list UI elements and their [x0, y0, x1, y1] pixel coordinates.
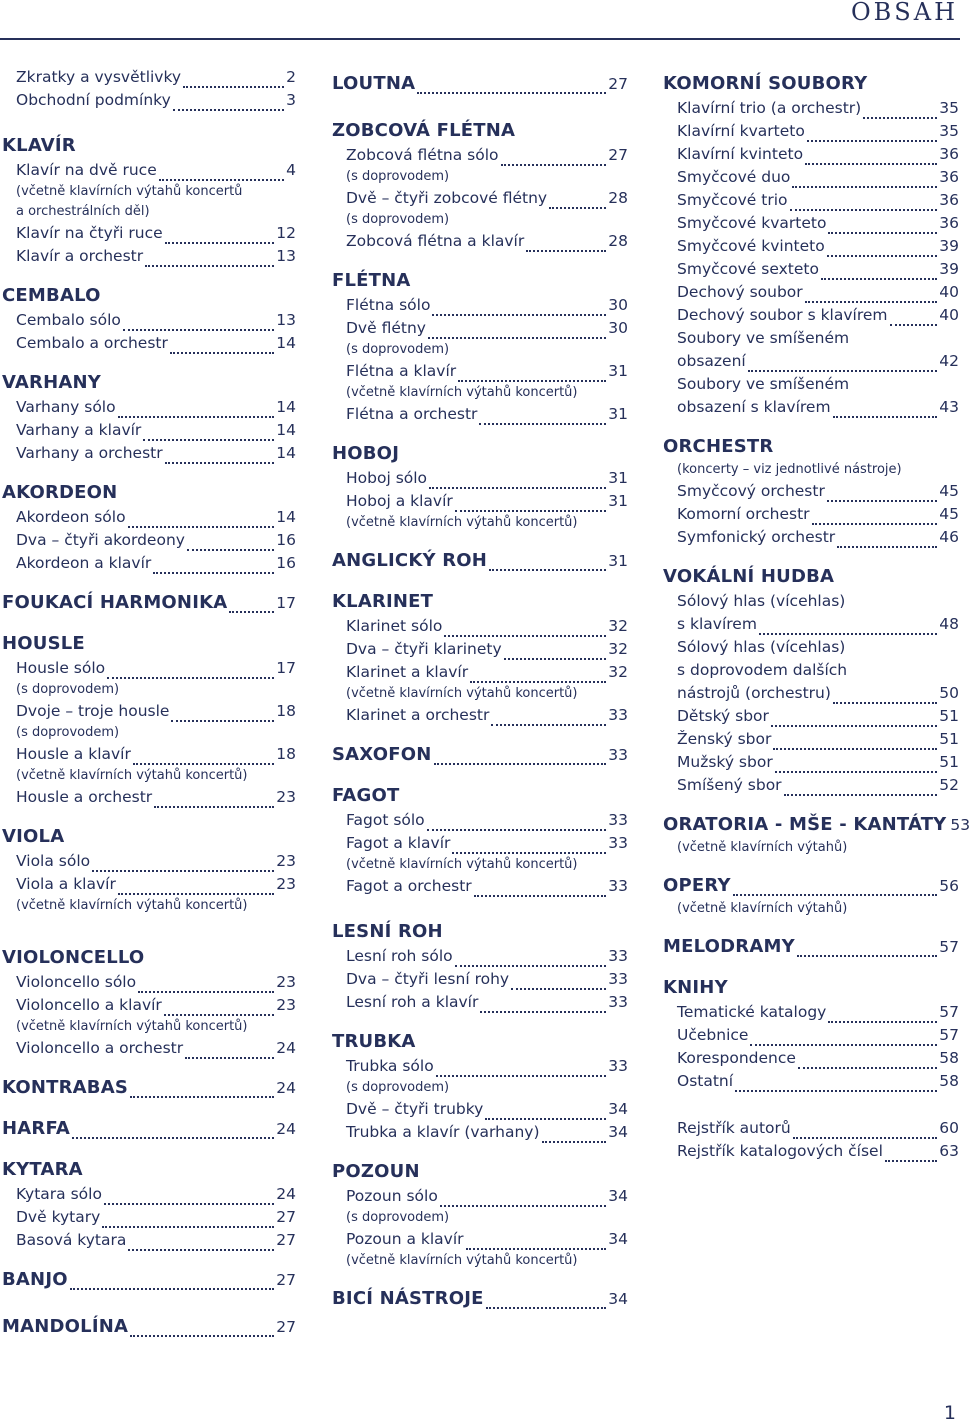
toc-entry[interactable]: Viola sólo 23	[16, 852, 296, 870]
toc-entry[interactable]: Rejstřík autorů 60	[677, 1119, 959, 1137]
section-heading-housle[interactable]: HOUSLE	[2, 633, 85, 654]
section-heading-varhany[interactable]: VARHANY	[2, 372, 101, 393]
toc-note: (včetně klavírních výtahů koncertů)	[16, 898, 248, 913]
toc-entry[interactable]: Violoncello a orchestr 24	[16, 1039, 296, 1057]
toc-entry[interactable]: Violoncello sólo 23	[16, 973, 296, 991]
section-heading-melodramy[interactable]: MELODRAMY 57	[663, 936, 959, 957]
toc-entry[interactable]: Trubka sólo 33	[346, 1057, 628, 1075]
toc-entry[interactable]: Klavírní trio (a orchestr) 35	[677, 99, 959, 117]
toc-entry[interactable]: Smyčcový orchestr 45	[677, 482, 959, 500]
toc-entry-line[interactable]: Sólový hlas (vícehlas)	[677, 592, 846, 610]
toc-entry[interactable]: Smyčcové kvarteto 36	[677, 214, 959, 232]
section-heading-vokalni-hudba[interactable]: VOKÁLNÍ HUDBA	[663, 566, 835, 587]
toc-entry[interactable]: obsazení 42	[677, 352, 959, 370]
section-heading-fletna[interactable]: FLÉTNA	[332, 270, 411, 291]
toc-column-2	[332, 66, 628, 1312]
section-heading-hoboj[interactable]: HOBOJ	[332, 443, 400, 464]
toc-note: (včetně klavírních výtahů)	[677, 840, 848, 855]
toc-entry-line[interactable]: Sólový hlas (vícehlas)	[677, 638, 846, 656]
toc-entry[interactable]: Klavír na dvě ruce 4	[16, 161, 296, 179]
section-heading-mandolina[interactable]: MANDOLÍNA 27	[2, 1316, 296, 1337]
toc-entry[interactable]: Rejstřík katalogových čísel 63	[677, 1142, 959, 1160]
section-heading-zobcova-fletna[interactable]: ZOBCOVÁ FLÉTNA	[332, 120, 516, 141]
toc-note: (včetně klavírních výtahů koncertů)	[346, 515, 578, 530]
toc-entry[interactable]: Housle a orchestr 23	[16, 788, 296, 806]
toc-note: (s doprovodem)	[16, 725, 120, 740]
toc-entry[interactable]: Korespondence 58	[677, 1049, 959, 1067]
toc-entry[interactable]: Lesní roh a klavír 33	[346, 993, 628, 1011]
toc-entry[interactable]: Zobcová flétna sólo 27	[346, 146, 628, 164]
toc-entry[interactable]: Smíšený sbor 52	[677, 776, 959, 794]
page-title: OBSAH	[850, 0, 958, 26]
toc-note: (včetně klavírních výtahů koncertů)	[346, 857, 578, 872]
toc-entry[interactable]: Dechový soubor 40	[677, 283, 959, 301]
section-heading-foukaci-harmonika[interactable]: FOUKACÍ HARMONIKA 17	[2, 592, 296, 613]
toc-entry[interactable]: Flétna a orchestr 31	[346, 405, 628, 423]
toc-entry[interactable]: Ženský sbor 51	[677, 730, 959, 748]
toc-column-3	[663, 66, 970, 1163]
toc-entry[interactable]: Akordeon a klavír 16	[16, 554, 296, 572]
toc-entry[interactable]: Symfonický orchestr 46	[677, 528, 959, 546]
toc-entry[interactable]: Klarinet a klavír 32	[346, 663, 628, 681]
toc-entry[interactable]: Housle a klavír 18	[16, 745, 296, 763]
toc-entry[interactable]: Dechový soubor s klavírem 40	[677, 306, 959, 324]
toc-entry[interactable]: Smyčcové kvinteto 39	[677, 237, 959, 255]
toc-entry-line[interactable]: Soubory ve smíšeném	[677, 329, 850, 347]
toc-note: (koncerty – viz jednotlivé nástroje)	[677, 462, 902, 477]
section-heading-anglicky-roh[interactable]: ANGLICKÝ ROH 31	[332, 550, 628, 571]
section-heading-kytara[interactable]: KYTARA	[2, 1159, 83, 1180]
toc-entry[interactable]: Klarinet a orchestr 33	[346, 706, 628, 724]
header-rule	[0, 38, 960, 40]
toc-note: (s doprovodem)	[346, 212, 450, 227]
section-heading-lesni-roh[interactable]: LESNÍ ROH	[332, 921, 443, 942]
toc-entry[interactable]: Pozoun a klavír 34	[346, 1230, 628, 1248]
toc-entry[interactable]: Klavírní kvarteto 35	[677, 122, 959, 140]
toc-note: (včetně klavírních výtahů koncertů)	[16, 1019, 248, 1034]
toc-entry[interactable]: Dětský sbor 51	[677, 707, 959, 725]
toc-note: (včetně klavírních výtahů koncertů)	[16, 768, 248, 783]
toc-note: (včetně klavírních výtahů koncertů	[16, 184, 243, 199]
toc-entry[interactable]: Komorní orchestr 45	[677, 505, 959, 523]
toc-column-1	[2, 66, 296, 1340]
toc-entry[interactable]: Dva – čtyři klarinety 32	[346, 640, 628, 658]
section-heading-akordeon[interactable]: AKORDEON	[2, 482, 118, 503]
section-heading-opery[interactable]: OPERY 56	[663, 875, 959, 896]
toc-note: (s doprovodem)	[346, 342, 450, 357]
toc-entry[interactable]: Smyčcové sexteto 39	[677, 260, 959, 278]
toc-entry[interactable]: Dva – čtyři lesní rohy 33	[346, 970, 628, 988]
toc-entry[interactable]: Varhany sólo 14	[16, 398, 296, 416]
section-heading-viola[interactable]: VIOLA	[2, 826, 65, 847]
toc-entry[interactable]: obsazení s klavírem 43	[677, 398, 959, 416]
toc-entry[interactable]: Dvoje – troje housle 18	[16, 702, 296, 720]
toc-entry[interactable]: Mužský sbor 51	[677, 753, 959, 771]
section-heading-trubka[interactable]: TRUBKA	[332, 1031, 416, 1052]
toc-note: (s doprovodem)	[16, 682, 120, 697]
toc-entry[interactable]: Dvě – čtyři trubky 34	[346, 1100, 628, 1118]
toc-note: (včetně klavírních výtahů koncertů)	[346, 686, 578, 701]
toc-entry[interactable]: nástrojů (orchestru) 50	[677, 684, 959, 702]
toc-entry[interactable]: Basová kytara 27	[16, 1231, 296, 1249]
toc-note: (s doprovodem)	[346, 169, 450, 184]
section-heading-harfa[interactable]: HARFA 24	[2, 1118, 296, 1139]
toc-entry[interactable]: Flétna a klavír 31	[346, 362, 628, 380]
toc-note: (včetně klavírních výtahů koncertů)	[346, 1253, 578, 1268]
section-heading-saxofon[interactable]: SAXOFON 33	[332, 744, 628, 765]
toc-entry[interactable]: Obchodní podmínky 3	[16, 91, 296, 109]
toc-entry[interactable]: Viola a klavír 23	[16, 875, 296, 893]
toc-note: (včetně klavírních výtahů)	[677, 901, 848, 916]
section-heading-klarinet[interactable]: KLARINET	[332, 591, 434, 612]
toc-note: (s doprovodem)	[346, 1210, 450, 1225]
toc-entry[interactable]: Flétna sólo 30	[346, 296, 628, 314]
toc-note: (včetně klavírních výtahů koncertů)	[346, 385, 578, 400]
toc-entry[interactable]: Klavír a orchestr 13	[16, 247, 296, 265]
toc-entry[interactable]: Lesní roh sólo 33	[346, 947, 628, 965]
toc-entry[interactable]: Akordeon sólo 14	[16, 508, 296, 526]
toc-entry[interactable]: Violoncello a klavír 23	[16, 996, 296, 1014]
toc-entry[interactable]: Kytara sólo 24	[16, 1185, 296, 1203]
toc-entry[interactable]: Dva – čtyři akordeony 16	[16, 531, 296, 549]
toc-entry[interactable]: Učebnice 57	[677, 1026, 959, 1044]
toc-entry[interactable]: Varhany a orchestr 14	[16, 444, 296, 462]
toc-entry-line[interactable]: s doprovodem dalších	[677, 661, 848, 679]
toc-entry[interactable]: Zobcová flétna a klavír 28	[346, 232, 628, 250]
section-heading-orchestr[interactable]: ORCHESTR	[663, 436, 774, 457]
toc-note: (s doprovodem)	[346, 1080, 450, 1095]
section-heading-kontrabas[interactable]: KONTRABAS 24	[2, 1077, 296, 1098]
toc-entry[interactable]: Klavír na čtyři ruce 12	[16, 224, 296, 242]
section-heading-banjo[interactable]: BANJO 27	[2, 1269, 296, 1290]
toc-entry[interactable]: Trubka a klavír (varhany) 34	[346, 1123, 628, 1141]
toc-entry[interactable]: Pozoun sólo 34	[346, 1187, 628, 1205]
section-heading-komorni-soubory[interactable]: KOMORNÍ SOUBORY	[663, 73, 868, 94]
section-heading-klavir[interactable]: KLAVÍR	[2, 135, 76, 156]
page-number: 1	[943, 1402, 956, 1424]
toc-entry[interactable]: Klavírní kvinteto 36	[677, 145, 959, 163]
toc-entry[interactable]: Klarinet sólo 32	[346, 617, 628, 635]
toc-entry[interactable]: Fagot a orchestr 33	[346, 877, 628, 895]
toc-entry[interactable]: Hoboj a klavír 31	[346, 492, 628, 510]
toc-entry[interactable]: Ostatní 58	[677, 1072, 959, 1090]
toc-entry[interactable]: Fagot sólo 33	[346, 811, 628, 829]
toc-entry[interactable]: Tematické katalogy 57	[677, 1003, 959, 1021]
section-heading-knihy[interactable]: KNIHY	[663, 977, 728, 998]
toc-entry[interactable]: Dvě kytary 27	[16, 1208, 296, 1226]
section-heading-oratoria[interactable]: ORATORIA - MŠE - KANTÁTY 53	[663, 814, 970, 835]
toc-entry[interactable]: Housle sólo 17	[16, 659, 296, 677]
toc-entry[interactable]: Dvě flétny 30	[346, 319, 628, 337]
section-heading-fagot[interactable]: FAGOT	[332, 785, 400, 806]
toc-entry[interactable]: Dvě – čtyři zobcové flétny 28	[346, 189, 628, 207]
toc-entry[interactable]: Fagot a klavír 33	[346, 834, 628, 852]
toc-note: a orchestrálních děl)	[16, 204, 150, 219]
toc-entry[interactable]: Smyčcové trio 36	[677, 191, 959, 209]
toc-entry[interactable]: Cembalo sólo 13	[16, 311, 296, 329]
section-heading-bici-nastroje[interactable]: BICÍ NÁSTROJE 34	[332, 1288, 628, 1309]
toc-entry[interactable]: Varhany a klavír 14	[16, 421, 296, 439]
toc-entry[interactable]: Cembalo a orchestr 14	[16, 334, 296, 352]
toc-entry-line[interactable]: Soubory ve smíšeném	[677, 375, 850, 393]
section-heading-violoncello[interactable]: VIOLONCELLO	[2, 947, 145, 968]
toc-entry[interactable]: Smyčcové duo 36	[677, 168, 959, 186]
toc-entry[interactable]: s klavírem 48	[677, 615, 959, 633]
section-heading-cembalo[interactable]: CEMBALO	[2, 285, 101, 306]
toc-entry[interactable]: Zkratky a vysvětlivky 2	[16, 68, 296, 86]
section-heading-pozoun[interactable]: POZOUN	[332, 1161, 420, 1182]
toc-entry[interactable]: Hoboj sólo 31	[346, 469, 628, 487]
section-heading-loutna[interactable]: LOUTNA 27	[332, 73, 628, 94]
